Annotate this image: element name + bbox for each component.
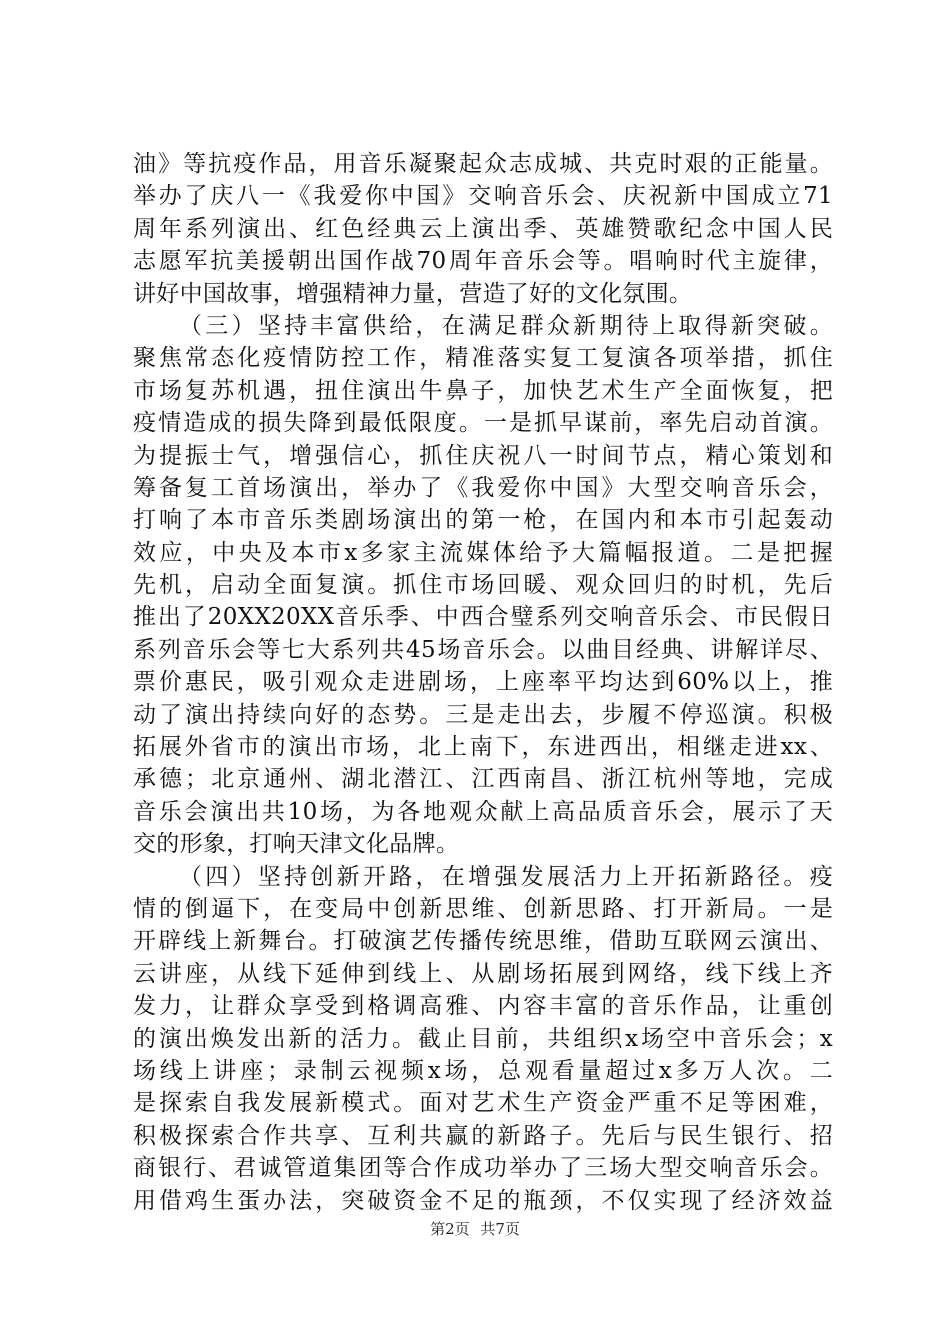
page-footer: [0, 1218, 950, 1239]
text-line: 音乐会演出共10场，为各地观众献上高品质音乐会，展示了天: [133, 798, 833, 825]
text-line: 云讲座，从线下延伸到线上、从剧场拓展到网络，线下线上齐: [133, 960, 833, 987]
text-line: 效应，中央及本市x多家主流媒体给予大篇幅报道。二是把握: [133, 539, 833, 566]
text-line: 油》等抗疫作品，用音乐凝聚起众志成城、共克时艰的正能量。: [133, 151, 833, 177]
text-line: 推出了20XX20XX音乐季、中西合璧系列交响音乐会、市民假日: [133, 604, 833, 631]
text-line: 先机，启动全面复演。抓住市场回暖、观众回归的时机，先后: [133, 572, 833, 599]
text-line: 筹备复工首场演出，举办了《我爱你中国》大型交响音乐会，: [133, 474, 833, 501]
text-line: 承德；北京通州、湖北潜江、江西南昌、浙江杭州等地，完成: [133, 766, 833, 793]
text-line: 打响了本市音乐类剧场演出的第一枪，在国内和本市引起轰动: [133, 507, 833, 534]
text-line: （四）坚持创新开路，在增强发展活力上开拓新路径。疫: [179, 863, 833, 890]
text-line: 拓展外省市的演出市场，北上南下，东进西出，相继走进xx、: [133, 734, 833, 761]
text-line: 疫情造成的损失降到最低限度。一是抓早谋前，率先启动首演。: [133, 410, 833, 437]
text-line: 商银行、君诚管道集团等合作成功举办了三场大型交响音乐会。: [133, 1155, 833, 1182]
page-total: 共7页: [480, 1220, 520, 1238]
text-line: 场线上讲座；录制云视频x场，总观看量超过x多万人次。二: [133, 1057, 833, 1084]
text-line: 聚焦常态化疫情防控工作，精准落实复工复演各项举措，抓住: [133, 345, 833, 372]
text-line: 志愿军抗美援朝出国作战70周年音乐会等。唱响时代主旋律，: [133, 248, 833, 275]
text-line: （三）坚持丰富供给，在满足群众新期待上取得新突破。: [179, 312, 833, 339]
text-line: 交的形象，打响天津文化品牌。: [133, 831, 460, 858]
text-line: 票价惠民，吸引观众走进剧场，上座率平均达到60%以上，推: [133, 669, 833, 696]
text-line: 周年系列演出、红色经典云上演出季、英雄赞歌纪念中国人民: [133, 215, 833, 242]
page-number: 第2页: [430, 1220, 470, 1238]
text-line: 系列音乐会等七大系列共45场音乐会。以曲目经典、讲解详尽、: [133, 636, 833, 663]
text-line: 举办了庆八一《我爱你中国》交响音乐会、庆祝新中国成立71: [133, 183, 833, 210]
text-line: 开辟线上新舞台。打破演艺传播传统思维，借助互联网云演出、: [133, 928, 833, 955]
text-line: 的演出焕发出新的活力。截止目前，共组织x场空中音乐会；x: [133, 1025, 833, 1052]
body-text: [133, 148, 833, 1217]
text-line: 为提振士气，增强信心，抓住庆祝八一时间节点，精心策划和: [133, 442, 833, 469]
text-line: 积极探索合作共享、互利共赢的新路子。先后与民生银行、招: [133, 1122, 833, 1149]
text-line: 是探索自我发展新模式。面对艺术生产资金严重不足等困难，: [133, 1090, 833, 1117]
text-line: 讲好中国故事，增强精神力量，营造了好的文化氛围。: [133, 280, 693, 307]
text-line: 发力，让群众享受到格调高雅、内容丰富的音乐作品，让重创: [133, 993, 833, 1020]
text-line: 情的倒逼下，在变局中创新思维、创新思路、打开新局。一是: [133, 895, 833, 922]
text-line: 市场复苏机遇，扭住演出牛鼻子，加快艺术生产全面恢复，把: [133, 377, 833, 404]
text-line: 用借鸡生蛋办法，突破资金不足的瓶颈，不仅实现了经济效益: [133, 1187, 833, 1214]
text-line: 动了演出持续向好的态势。三是走出去，步履不停巡演。积极: [133, 701, 833, 728]
